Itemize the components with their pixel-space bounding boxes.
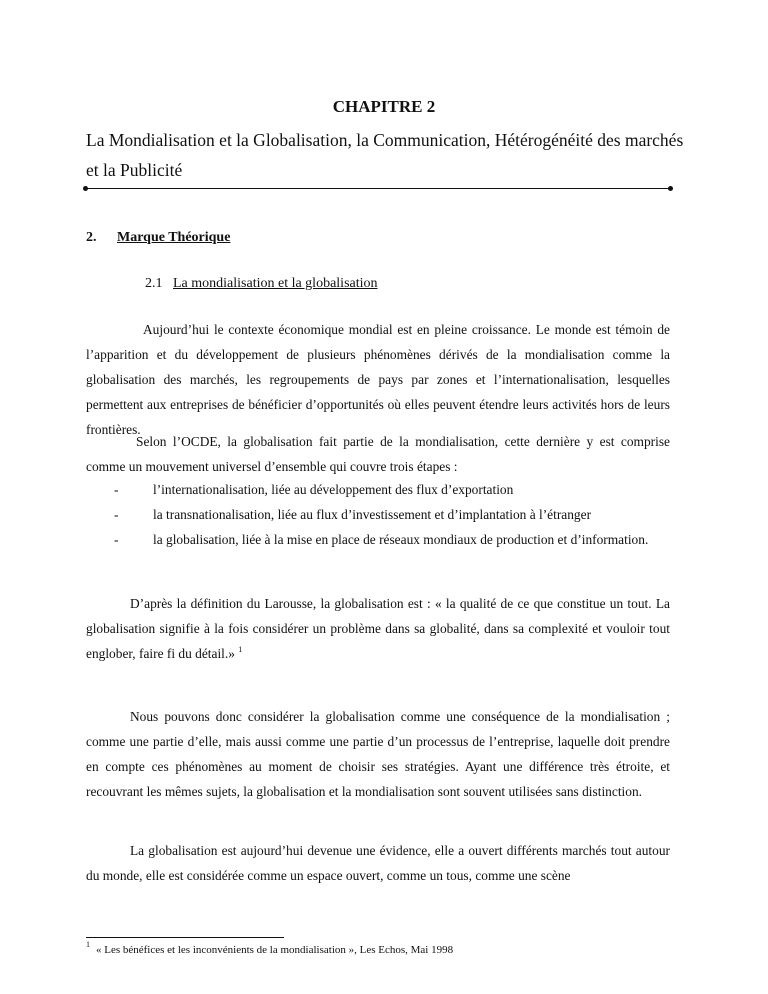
- paragraph-3-text: D’après la définition du Larousse, la globalisation est : « la qualité de ce que constitue un tout. La globalisation signifie à la fois considérer un problème dans sa globalité, dans sa complexité et vouloir tout englober, faire fi du détail.»: [86, 596, 670, 661]
- divider-left-dot: [83, 186, 88, 191]
- footnote: [86, 940, 454, 956]
- subsection-heading: [145, 276, 378, 292]
- list-item-text: la transnationalisation, liée au flux d’investissement et d’implantation à l’étranger: [153, 507, 592, 522]
- chapter-subtitle: La Mondialisation et la Globalisation, la Communication, Hétérogénéité des marchés et la Publicité: [86, 130, 684, 180]
- footnote-number: 1: [86, 940, 90, 949]
- list-dash: -: [114, 482, 119, 497]
- list-item: [114, 502, 670, 527]
- paragraph-3: [86, 591, 670, 666]
- footnote-reference[interactable]: 1: [238, 645, 243, 654]
- list-item-text: l’internationalisation, liée au développement des flux d’exportation: [153, 482, 514, 497]
- footnote-text: « Les bénéfices et les inconvénients de la mondialisation », Les Echos, Mai 1998: [96, 944, 454, 956]
- paragraph-5: La globalisation est aujourd’hui devenue une évidence, elle a ouvert différents marchés tout autour du monde, elle est considérée comme un espace ouvert, comme un tous, comme une scène: [86, 843, 670, 883]
- list-dash: -: [114, 532, 119, 547]
- divider-right-dot: [668, 186, 673, 191]
- list-dash: -: [114, 507, 119, 522]
- list-item: [114, 477, 670, 502]
- section-title: Marque Théorique: [117, 230, 231, 245]
- section-number: 2.: [86, 230, 97, 245]
- list-item-text: la globalisation, liée à la mise en place de réseaux mondiaux de production et d’information.: [153, 532, 649, 547]
- footnote-divider: [86, 937, 284, 938]
- list-item: [114, 527, 670, 552]
- title-divider: [86, 188, 670, 189]
- subsection-number: 2.1: [145, 276, 163, 291]
- paragraph-1: Aujourd’hui le contexte économique mondial est en pleine croissance. Le monde est témoin de l’apparition et du développement de plusieurs phénomènes dérivés de la mondialisation comme la globalisation des marchés, les regroupements de pays par zones et l’internationalisation, lesquelles permettent aux entreprises de bénéficier d’opportunités où elles peuvent étendre leurs activités hors de leurs frontières.: [86, 322, 670, 437]
- chapter-label: CHAPITRE 2: [332, 97, 436, 116]
- paragraph-2: Selon l’OCDE, la globalisation fait partie de la mondialisation, cette dernière y est comprise comme un mouvement universel d’ensemble qui couvre trois étapes :: [86, 434, 670, 474]
- section-heading: [86, 230, 230, 246]
- stages-list: [114, 477, 670, 552]
- subsection-title: La mondialisation et la globalisation: [173, 276, 378, 291]
- paragraph-4: Nous pouvons donc considérer la globalisation comme une conséquence de la mondialisation ; comme une partie d’elle, mais aussi comme une partie d’un processus de l’entreprise, laquelle doit prendre en compte ces phénomènes au moment de choisir ses stratégies. Ayant une différence très étroite, et recouvrant les mêmes sujets, la globalisation et la mondialisation sont souvent utilisées sans distinction.: [86, 709, 670, 799]
